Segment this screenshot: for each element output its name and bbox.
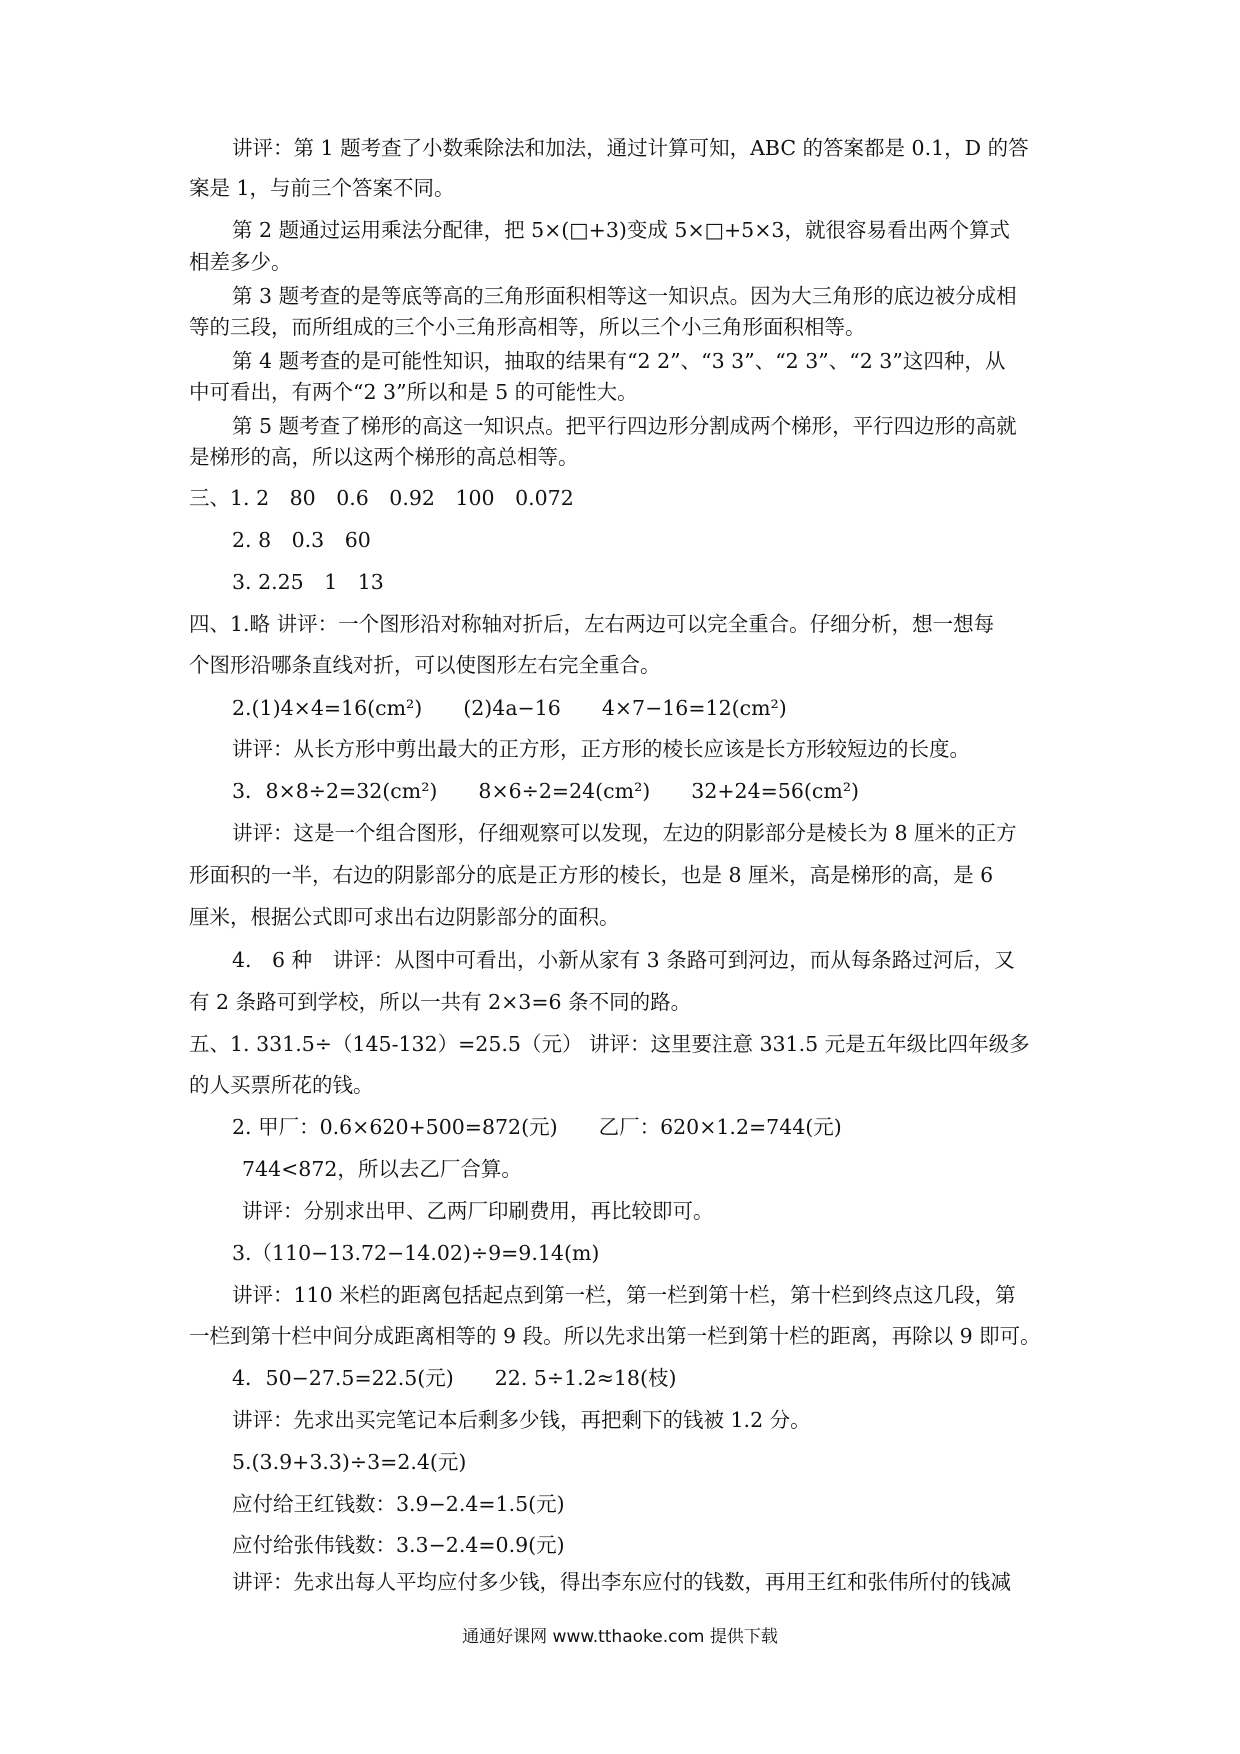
text-line: 4．50−27.5=22.5(元) 22. 5÷1.2≈18(枝)	[232, 1366, 677, 1390]
text-line: 3. 2.25 1 13	[232, 570, 384, 594]
text-line: 第 2 题通过运用乘法分配律，把 5×(□+3)变成 5×□+5×3，就很容易看出两个算式	[232, 218, 1010, 242]
text-line: 案是 1，与前三个答案不同。	[189, 176, 455, 200]
text-line: 讲评：从长方形中剪出最大的正方形，正方形的棱长应该是长方形较短边的长度。	[232, 737, 970, 761]
footer-text: 通通好课网 www.tthaoke.com 提供下载	[462, 1627, 778, 1647]
text-line: 讲评：这是一个组合图形，仔细观察可以发现，左边的阴影部分是棱长为 8 厘米的正方	[232, 821, 1017, 845]
text-line: 2.(1)4×4=16(cm²) (2)4a−16 4×7−16=12(cm²)	[232, 696, 787, 720]
text-line: 讲评：先求出每人平均应付多少钱，得出李东应付的钱数，再用王红和张伟所付的钱减	[232, 1570, 1011, 1594]
text-line: 第 4 题考查的是可能性知识，抽取的结果有“2 2”、“3 3”、“2 3”、“2 3”这四种，从	[232, 349, 1006, 373]
text-line: 应付给张伟钱数：3.3−2.4=0.9(元)	[232, 1533, 565, 1557]
text-line: 相差多少。	[189, 250, 292, 274]
text-line: 4. 6 种 讲评：从图中可看出，小新从家有 3 条路可到河边，而从每条路过河后，又	[232, 948, 1015, 972]
text-line: 五、1. 331.5÷（145-132）=25.5（元） 讲评：这里要注意 331.5 元是五年级比四年级多	[189, 1032, 1030, 1056]
text-line: 等的三段，而所组成的三个小三角形高相等，所以三个小三角形面积相等。	[189, 315, 866, 339]
text-line: 是梯形的高，所以这两个梯形的高总相等。	[189, 445, 579, 469]
text-line: 三、1. 2 80 0.6 0.92 100 0.072	[189, 486, 574, 510]
text-line: 第 5 题考查了梯形的高这一知识点。把平行四边形分割成两个梯形，平行四边形的高就	[232, 414, 1017, 438]
text-line: 一栏到第十栏中间分成距离相等的 9 段。所以先求出第一栏到第十栏的距离，再除以 9 即可。	[189, 1324, 1041, 1348]
text-line: 厘米，根据公式即可求出右边阴影部分的面积。	[189, 905, 620, 929]
text-line: 2. 甲厂：0.6×620+500=872(元) 乙厂：620×1.2=744(元)	[232, 1115, 842, 1139]
text-line: 的人买票所花的钱。	[189, 1073, 374, 1097]
text-line: 3．8×8÷2=32(cm²) 8×6÷2=24(cm²) 32+24=56(cm²)	[232, 779, 860, 803]
text-line: 讲评：分别求出甲、乙两厂印刷费用，再比较即可。	[242, 1199, 714, 1223]
text-line: 个图形沿哪条直线对折，可以使图形左右完全重合。	[189, 653, 661, 677]
text-line: 四、1.略 讲评：一个图形沿对称轴对折后，左右两边可以完全重合。仔细分析，想一想每	[189, 612, 995, 636]
text-line: 讲评：先求出买完笔记本后剩多少钱，再把剩下的钱被 1.2 分。	[232, 1408, 811, 1432]
text-line: 第 3 题考查的是等底等高的三角形面积相等这一知识点。因为大三角形的底边被分成相	[232, 284, 1017, 308]
text-line: 讲评：第 1 题考查了小数乘除法和加法，通过计算可知，ABC 的答案都是 0.1，D 的答	[232, 136, 1029, 160]
text-line: 有 2 条路可到学校，所以一共有 2×3=6 条不同的路。	[189, 990, 692, 1014]
text-line: 3.（110−13.72−14.02)÷9=9.14(m)	[232, 1241, 600, 1265]
text-line: 讲评：110 米栏的距离包括起点到第一栏，第一栏到第十栏，第十栏到终点这几段，第	[232, 1283, 1016, 1307]
text-line: 应付给王红钱数：3.9−2.4=1.5(元)	[232, 1492, 565, 1516]
text-line: 744<872，所以去乙厂合算。	[242, 1157, 522, 1181]
text-line: 形面积的一半，右边的阴影部分的底是正方形的棱长，也是 8 厘米，高是梯形的高，是 6	[189, 863, 994, 887]
text-line: 5.(3.9+3.3)÷3=2.4(元)	[232, 1450, 467, 1474]
text-line: 中可看出，有两个“2 3”所以和是 5 的可能性大。	[189, 380, 638, 404]
text-line: 2. 8 0.3 60	[232, 528, 371, 552]
